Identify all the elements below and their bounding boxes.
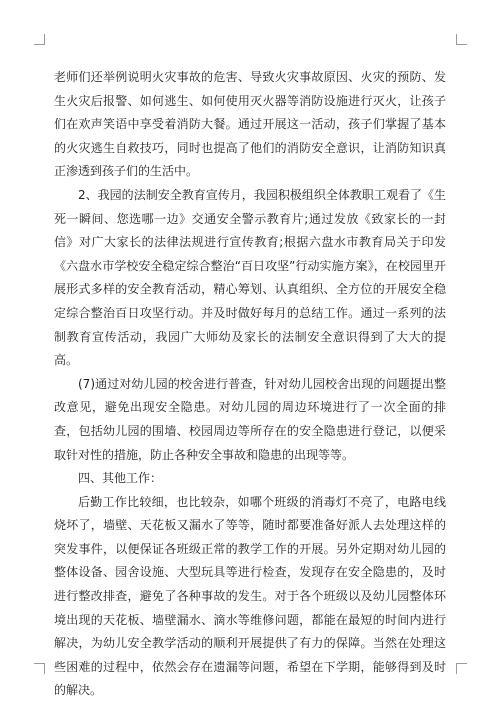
crop-mark-top-left: [34, 34, 45, 45]
paragraph-fire-safety: 老师们还举例说明火灾事故的危害、导致火灾事故原因、火灾的预防、发生火灾后报警、如何逃生、如何使用灭火器等消防设施进行灭火，让孩子们在欢声笑语中享受着消防大餐。通过开展这一活动，孩子们掌握了基本的火灾逃生自救技巧，同时也提高了他们的消防安全意识，让消防知识真正渗透到孩子们的生活中。: [54, 70, 446, 179]
crop-mark-bottom-left: [34, 663, 45, 674]
crop-mark-bottom-right: [456, 663, 467, 674]
paragraph-legal-safety-month: 2、我园的法制安全教育宣传月，我园积极组织全体教职工观看了《生死一瞬间、您选哪一边》交通安全警示教育片;通过发放《致家长的一封信》对广大家长的法律法规进行宣传教育;根据六盘水市教育局关于印发《六盘水市学校安全稳定综合整治“百日攻坚”行动实施方案》，在校园里开展形式多样的安全教育活动，精心筹划、认真组织、全方位的开展安全稳定综合整治百日攻坚行动。并及时做好每月的总结工作。通过一系列的法制教育宣传活动，我园广大师幼及家长的法制安全意识得到了大大的提高。: [54, 187, 446, 368]
crop-mark-top-right: [456, 34, 467, 45]
paragraph-logistics-work: 后勤工作比较细，也比较杂，如哪个班级的消毒灯不亮了，电路电线烧坏了，墙壁、天花板又漏水了等等，随时都要准备好派人去处理这样的突发事件，以便保证各班级正常的教学工作的开展。另外定期对幼儿园的整体设备、园舍设施、大型玩具等进行检查，发现存在安全隐患的，及时进行整改排查，避免了各种事故的发生。对于各个班级以及幼儿园整体环境出现的天花板、墙壁漏水、滴水等维修问题，都能在最短的时间内进行解决，为幼儿安全教学活动的顺利开展提供了有力的保障。当然在处理这些困难的过程中，依然会存在遗漏等问题，希望在下学期，能够得到及时的解决。: [54, 494, 446, 698]
document-body: [54, 66, 446, 703]
paragraph-campus-inspection: (7)通过对幼儿园的校舍进行普查，针对幼儿园校舍出现的问题提出整改意见，避免出现安全隐患。对幼儿园的周边环境进行了一次全面的排查，包括幼儿园的围墙、校园周边等所存在的安全隐患进行登记，以便采取针对性的措施，防止各种安全事故和隐患的出现等等。: [54, 376, 446, 462]
section-heading-other-work: 四、其他工作：: [78, 471, 163, 486]
